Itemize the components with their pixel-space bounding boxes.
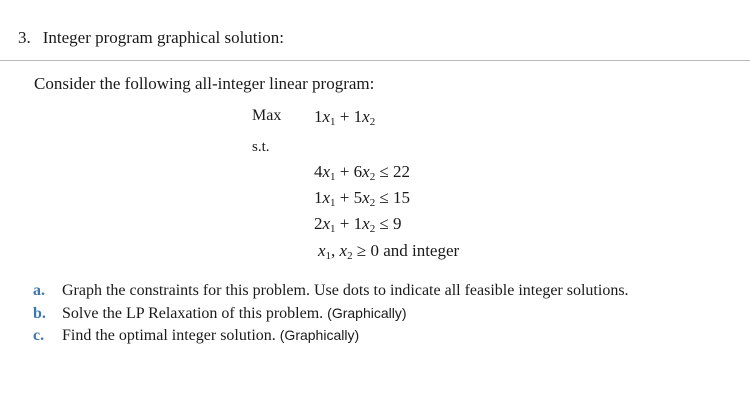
- operator: ≤: [379, 188, 389, 207]
- sub-1: 1: [330, 197, 336, 209]
- sub-1: 1: [330, 171, 336, 183]
- coef-1: 1: [314, 188, 323, 207]
- task-letter: a.: [33, 282, 45, 299]
- obj-sub-1: 1: [330, 116, 336, 128]
- var-x: x: [322, 188, 331, 207]
- task-text: Solve the LP Relaxation of this problem.: [62, 305, 324, 322]
- coef-1: 4: [314, 162, 323, 181]
- var-x: x: [318, 241, 326, 260]
- sub-2: 2: [347, 250, 353, 262]
- sub-2: 2: [369, 197, 376, 209]
- task-note: (Graphically): [327, 305, 407, 321]
- var-x: x: [322, 162, 331, 181]
- task-text: Find the optimal integer solution.: [62, 327, 276, 344]
- obj-plus: +: [339, 107, 350, 126]
- coef-2: 1: [353, 214, 363, 233]
- task-text: Graph the constraints for this problem. Use dots to indicate all feasible integer solutions.: [62, 282, 629, 299]
- var-x: x: [339, 241, 348, 260]
- plus: +: [339, 188, 350, 207]
- var-x: x: [362, 214, 370, 233]
- coef-2: 5: [353, 188, 363, 207]
- constraint-row: [314, 162, 410, 182]
- coef-1: 2: [314, 214, 323, 233]
- problem-title: Integer program graphical solution:: [42, 28, 284, 47]
- task-item: [33, 282, 629, 300]
- objective-function: [314, 107, 375, 127]
- constraint-row: [314, 214, 402, 234]
- task-item: [33, 305, 407, 323]
- sub-2: 2: [369, 223, 376, 235]
- task-letter: b.: [33, 305, 46, 322]
- section-divider: [0, 60, 750, 61]
- obj-var-1: x: [322, 107, 331, 126]
- max-label: Max: [252, 107, 282, 124]
- task-item: [33, 327, 359, 345]
- task-note: (Graphically): [279, 327, 360, 343]
- problem-heading: [18, 28, 284, 48]
- operator: ≤: [379, 214, 389, 233]
- var-x: x: [362, 188, 370, 207]
- rhs: 0: [370, 241, 379, 260]
- sub-2: 2: [369, 171, 376, 183]
- rhs: 9: [393, 214, 402, 233]
- intro-text: Consider the following all-integer linear program:: [34, 74, 375, 93]
- operator: ≤: [379, 162, 389, 181]
- task-letter: c.: [33, 327, 45, 344]
- problem-number: 3.: [18, 28, 31, 47]
- sub-1: 1: [330, 223, 336, 235]
- var-x: x: [362, 162, 370, 181]
- obj-var-2: x: [362, 107, 370, 126]
- sub-1: 1: [325, 250, 332, 262]
- plus: +: [339, 214, 350, 233]
- nonneg-suffix: and integer: [383, 241, 460, 260]
- obj-coef-2: 1: [353, 107, 363, 126]
- operator: ≥: [356, 241, 367, 260]
- plus: +: [339, 162, 350, 181]
- rhs: 15: [393, 188, 411, 207]
- obj-sub-2: 2: [369, 116, 376, 128]
- st-label: s.t.: [252, 139, 270, 155]
- var-x: x: [322, 214, 331, 233]
- constraint-row: [314, 188, 410, 208]
- rhs: 22: [393, 162, 411, 181]
- obj-coef-1: 1: [314, 107, 323, 126]
- nonnegativity-constraint: $x_1$, $x_2 \ge 0$ and integer: [318, 241, 460, 262]
- coef-2: 6: [353, 162, 363, 181]
